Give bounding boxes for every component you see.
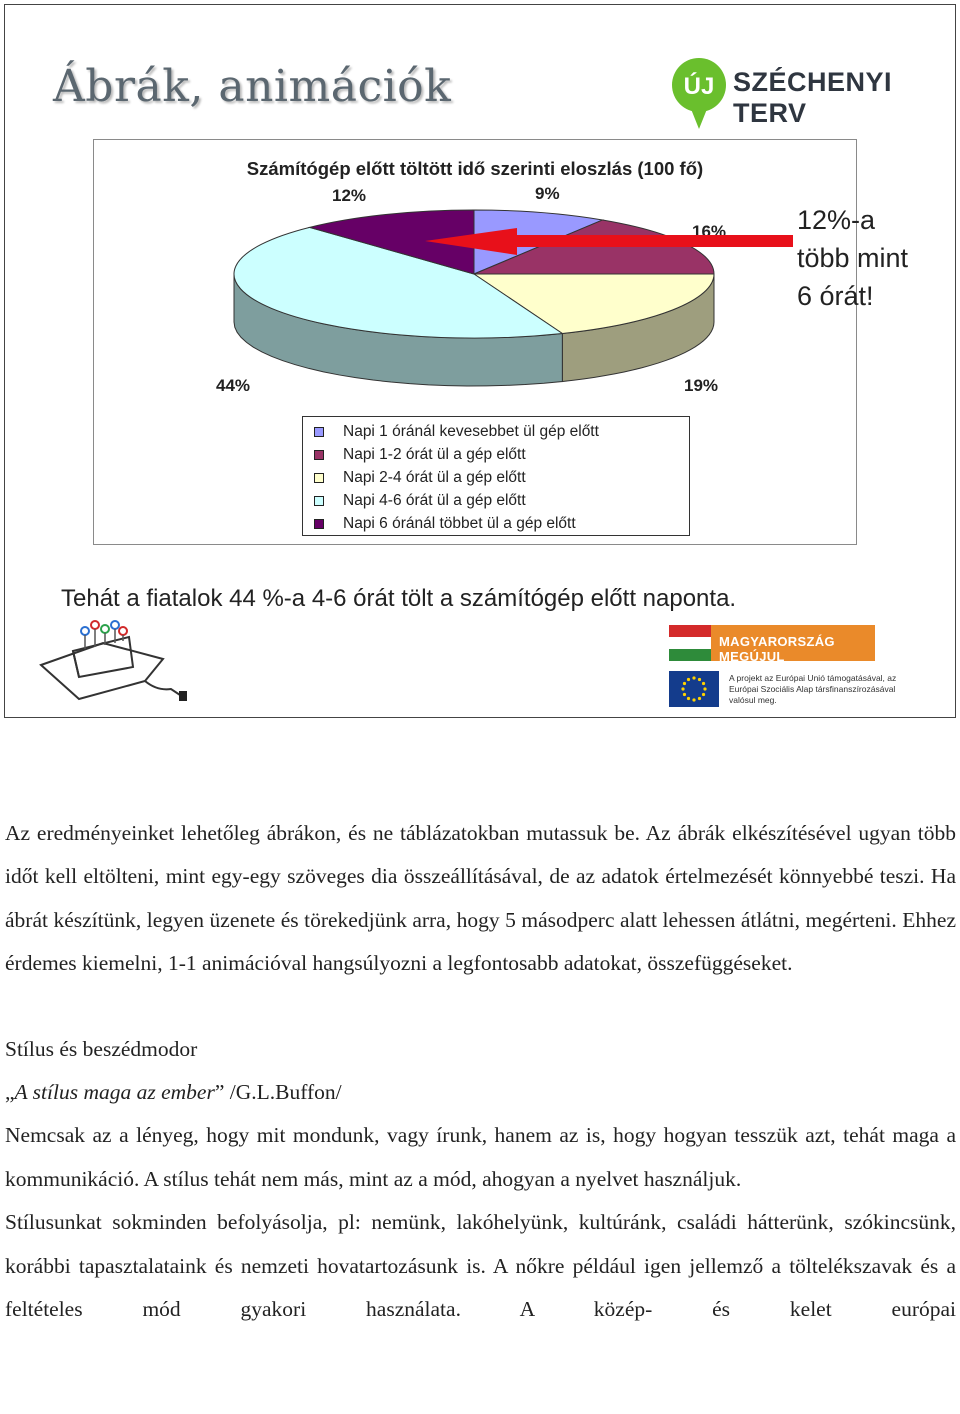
eu-star — [687, 697, 690, 700]
uj-szechenyi-logo-icon — [669, 57, 729, 129]
quote-attribution: ” /G.L.Buffon/ — [214, 1080, 342, 1105]
cake-sketch-logo-icon — [33, 611, 193, 711]
slide-conclusion: Tehát a fiatalok 44 %-a 4-6 órát tölt a számítógép előtt naponta. — [61, 585, 737, 612]
red-arrow-icon — [425, 227, 797, 257]
legend-swatch — [314, 496, 324, 506]
eu-star — [703, 687, 706, 690]
paragraph-style: Nemcsak az a lényeg, hogy mit mondunk, vagy írunk, hanem az is, hogy hogyan tesszük azt, tehát maga a kommunikáció. A stílus tehát nem más, mint az a mód, ahogyan a nyelvet használjuk. — [5, 1123, 956, 1191]
callout-line: 6 órát! — [797, 281, 874, 311]
chart-title: Számítógép előtt töltött idő szerinti eloszlás (100 fő) — [246, 158, 704, 179]
quote-open: „ — [5, 1080, 15, 1105]
eu-star — [692, 698, 695, 701]
magyarorszag-megujul-badge — [669, 625, 875, 664]
legend-label: Napi 4-6 órát ül a gép előtt — [343, 492, 526, 509]
eu-star — [683, 693, 686, 696]
chart-callout — [797, 201, 908, 315]
callout-line: 12%-a — [797, 205, 876, 235]
chart-legend — [302, 416, 690, 536]
legend-item — [343, 444, 689, 467]
legend-swatch — [314, 519, 324, 529]
eu-flag-icon — [669, 671, 719, 707]
badge-text: MAGYARORSZÁG MEGÚJUL — [719, 634, 835, 664]
eu-star — [698, 697, 701, 700]
logo-text: SZÉCHENYI TERV — [733, 67, 893, 128]
eu-star — [683, 682, 686, 685]
legend-item — [343, 421, 689, 444]
pie-chart — [94, 140, 856, 410]
pie-chart-frame — [93, 139, 857, 545]
eu-star — [687, 678, 690, 681]
pie-value-label: 44% — [216, 376, 251, 395]
quote-text: A stílus maga az ember — [14, 1080, 215, 1105]
pie-value-label: 16% — [692, 222, 727, 241]
slide-title: Ábrák, animációk — [53, 61, 452, 112]
legend-item — [343, 513, 689, 536]
legend-item — [343, 467, 689, 490]
legend-label: Napi 2-4 órát ül a gép előtt — [343, 469, 526, 486]
svg-text:ÚJ: ÚJ — [683, 73, 715, 100]
eu-star — [698, 678, 701, 681]
callout-line: több mint — [797, 243, 909, 273]
paragraph-charts: Az eredményeinket lehetőleg ábrákon, és ne táblázatokban mutassuk be. Az ábrák elkészítésével ugyan több időt kell eltölteni, mint egy-egy szöveges dia összeállításával, de az adatok értelmezését könnyebbé teszi. Ha ábrát készítünk, legyen üzenete és törekedjünk arra, hogy 5 másodperc alatt lehessen átlátni, megérteni. Ehhez érdemes kiemelni, 1-1 animációval hangsúlyozni a legfontosabb adatokat, összefüggéseket. — [5, 821, 956, 976]
paragraph-influences: Stílusunkat sokminden befolyásolja, pl: nemünk, lakóhelyünk, kultúránk, családi hátterünk, szókincsünk, korábbi tapasztalataink és nemzeti hovatartozásunk is. A nőkre például igen jellemző a töltelékszavak és a feltételes mód gyakori használata. A közép- és kelet európai — [5, 1210, 956, 1322]
legend-label: Napi 6 óránál többet ül a gép előtt — [343, 515, 576, 532]
eu-funding-note: A projekt az Európai Unió támogatásával, az Európai Szociális Alap társfinanszírozásával valósul meg. — [729, 673, 897, 705]
legend-item — [343, 490, 689, 513]
eu-star — [702, 693, 705, 696]
legend-swatch — [314, 473, 324, 483]
eu-star — [692, 676, 695, 679]
pie-value-label: 19% — [684, 376, 719, 395]
pie-value-label: 9% — [535, 184, 560, 203]
eu-star — [681, 687, 684, 690]
legend-label: Napi 1 óránál kevesebbet ül gép előtt — [343, 423, 599, 440]
pie-value-label: 12% — [332, 186, 367, 205]
hungarian-flag-icon — [669, 625, 711, 661]
document-body — [5, 812, 956, 1331]
presentation-slide — [4, 4, 956, 718]
legend-label: Napi 1-2 órát ül a gép előtt — [343, 446, 526, 463]
eu-star — [702, 682, 705, 685]
section-heading: Stílus és beszédmodor — [5, 1036, 198, 1061]
legend-swatch — [314, 427, 324, 437]
quote-line — [5, 1071, 956, 1114]
legend-swatch — [314, 450, 324, 460]
